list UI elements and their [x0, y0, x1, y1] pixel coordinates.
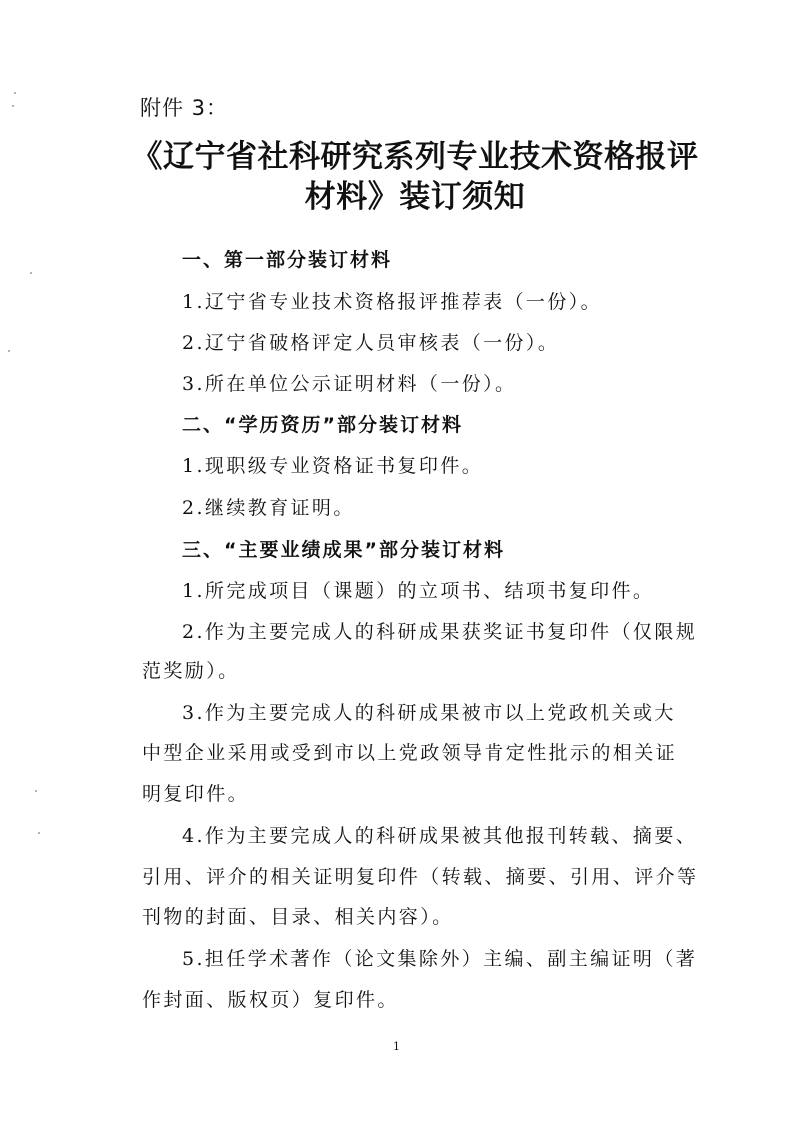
section-heading: 二、“学历资历”部分装订材料 [182, 414, 463, 436]
scan-mark [12, 105, 14, 107]
list-item-line: 中型企业采用或受到市以上党政领导肯定性批示的相关证 [142, 742, 678, 764]
scan-mark [8, 350, 10, 352]
page-number: 1 [393, 1040, 400, 1053]
list-item: 1.现职级专业资格证书复印件。 [182, 455, 484, 477]
section-heading: 一、第一部分装订材料 [182, 249, 393, 271]
scan-mark [14, 92, 16, 94]
list-item: 1.辽宁省专业技术资格报评推荐表（一份）。 [182, 291, 603, 313]
list-item-line: 3.作为主要完成人的科研成果被市以上党政机关或大 [182, 702, 676, 724]
list-item-line: 5.担任学术著作（论文集除外）主编、副主编证明（著 [182, 948, 698, 970]
list-item: 3.所在单位公示证明材料（一份）。 [182, 373, 517, 395]
list-item: 2.继续教育证明。 [182, 497, 355, 519]
title-line-1: 《辽宁省社科研究系列专业技术资格报评 [131, 139, 699, 175]
list-item-line: 2.作为主要完成人的科研成果获奖证书复印件（仅限规 [182, 621, 698, 643]
document-title [110, 137, 720, 217]
list-item-line: 范奖励）。 [142, 660, 240, 682]
scan-mark [38, 832, 40, 834]
section-heading: 三、“主要业绩成果”部分装订材料 [182, 539, 505, 561]
list-item-line: 4.作为主要完成人的科研成果被其他报刊转载、摘要、 [182, 825, 698, 847]
list-item-line: 刊物的封面、目录、相关内容）。 [142, 906, 454, 928]
list-item-line: 引用、评介的相关证明复印件（转载、摘要、引用、评介等 [142, 866, 699, 888]
list-item-line: 作封面、版权页）复印件。 [142, 989, 399, 1011]
attachment-label: 附件 3： [140, 96, 229, 120]
list-item: 2.辽宁省破格评定人员审核表（一份）。 [182, 332, 560, 354]
title-line-2: 材料》装订须知 [304, 179, 526, 215]
list-item-line: 明复印件。 [142, 783, 250, 805]
scan-mark [35, 790, 37, 792]
list-item: 1.所完成项目（课题）的立项书、结项书复印件。 [182, 580, 655, 602]
scan-mark [30, 272, 32, 274]
